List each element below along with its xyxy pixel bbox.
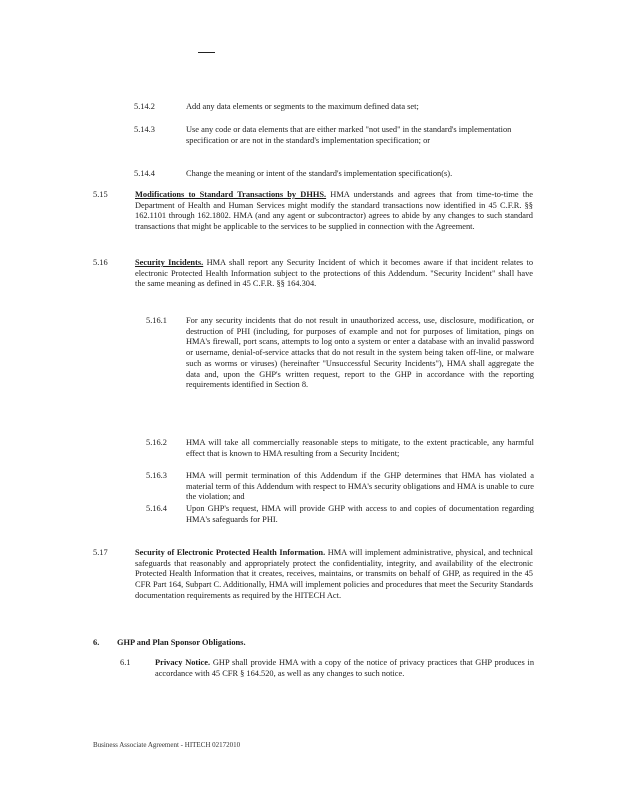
clause-body (135, 548, 533, 602)
clause-number: 5.16 (93, 258, 108, 267)
clause-title: Security Incidents. (135, 258, 204, 267)
clause-text: For any security incidents that do not result in unauthorized access, use, disclosure, modification, or destruction of PHI (including, for purposes of example and not for purposes of limitation, pings on HMA's firewall, port scans, attempts to log onto a system or enter a database with an invalid password or username, denial-of-service attacks that do not result in the system being taken off-line, or malware such as worms or viruses) (hereinafter "Unsuccessful Security Incidents"), HMA shall aggregate the data and, upon the GHP's written request, report to the GHP in accordance with the reporting requirements identified in Section 8. (186, 316, 534, 390)
clause-5-16-1 (146, 316, 534, 426)
clause-number: 5.16.1 (146, 316, 167, 325)
clause-text: HMA will implement administrative, physical, and technical safeguards that reasonably and appropriately protect the confidentiality, integrity, and availability of the electronic Protected Health Information that it creates, receives, maintains, or transmits on behalf of GHP, as required in the 45 CFR Part 164, Subpart C. Additionally, HMA will implement policies and procedures that meet the Security Standards documentation requirements as required by the HITECH Act. (135, 548, 533, 600)
clause-number: 6.1 (120, 658, 131, 667)
clause-text: HMA will permit termination of this Addendum if the GHP determines that HMA has violated a material term of this Addendum with respect to HMA's security obligations and HMA is unable to cure the violation; and (186, 471, 534, 502)
clause-title: Security of Electronic Protected Health Information. (135, 548, 326, 557)
clause-5-14-2 (134, 102, 534, 114)
clause-text: GHP shall provide HMA with a copy of the notice of privacy practices that GHP produces in accordance with 45 CFR § 164.520, as well as any changes to such notice. (155, 658, 535, 678)
clause-6-1 (120, 658, 534, 682)
clause-number: 5.17 (93, 548, 108, 557)
clause-number: 5.14.2 (134, 102, 155, 111)
clause-number: 5.14.3 (134, 125, 155, 134)
clause-number: 5.14.4 (134, 169, 155, 178)
clause-5-15 (93, 190, 533, 260)
clause-body (135, 190, 533, 233)
clause-5-17 (93, 548, 533, 618)
clause-number: 5.16.4 (146, 504, 167, 513)
clause-5-16-2 (146, 438, 534, 472)
clause-text: Upon GHP's request, HMA will provide GHP with access to and copies of documentation regarding HMA's safeguards for PHI. (186, 504, 534, 524)
clause-number: 5.16.3 (146, 471, 167, 480)
clause-text: Use any code or data elements that are either marked "not used" in the standard's implementation specification or are not in the standard's implementation specification; or (186, 125, 512, 145)
clause-5-16-4 (146, 504, 534, 528)
clause-5-14-3 (134, 125, 534, 159)
clause-5-16-3 (146, 471, 534, 505)
clause-body (155, 658, 534, 679)
section-number: 6. (93, 638, 100, 647)
clause-number: 5.15 (93, 190, 108, 199)
clause-text: HMA will take all commercially reasonable steps to mitigate, to the extent practicable, any harmful effect that is known to HMA resulting from a Security Incident; (186, 438, 534, 458)
clause-number: 5.16.2 (146, 438, 167, 447)
clause-body (135, 258, 533, 290)
clause-text: Change the meaning or intent of the standard's implementation specification(s). (186, 169, 453, 178)
top-rule (198, 52, 215, 53)
clause-5-16 (93, 258, 533, 308)
clause-5-14-4 (134, 169, 534, 181)
clause-text: Add any data elements or segments to the maximum defined data set; (186, 102, 419, 111)
section-title: GHP and Plan Sponsor Obligations. (117, 638, 246, 647)
clause-text: HMA understands and agrees that from time-to-time the Department of Health and Human Services might modify the standard transactions now identified in 45 C.F.R. §§ 162.1101 through 162.1802. HMA (and any agent or subcontractor) agrees to abide by any changes to such standard transactions that might be applicable to the services to be supplied in connection with the Agreement. (135, 190, 534, 232)
clause-title: Modifications to Standard Transactions by DHHS. (135, 190, 327, 199)
clause-title: Privacy Notice. (155, 658, 211, 667)
page-footer: Business Associate Agreement - HITECH 02172010 (93, 741, 241, 749)
section-6 (93, 638, 533, 650)
clause-text: HMA shall report any Security Incident of which it becomes aware if that incident relates to electronic Protected Health Information subject to the protections of this Addendum. "Security Incident" shall have the same meaning as defined in 45 C.F.R. §§ 164.304. (135, 258, 534, 289)
